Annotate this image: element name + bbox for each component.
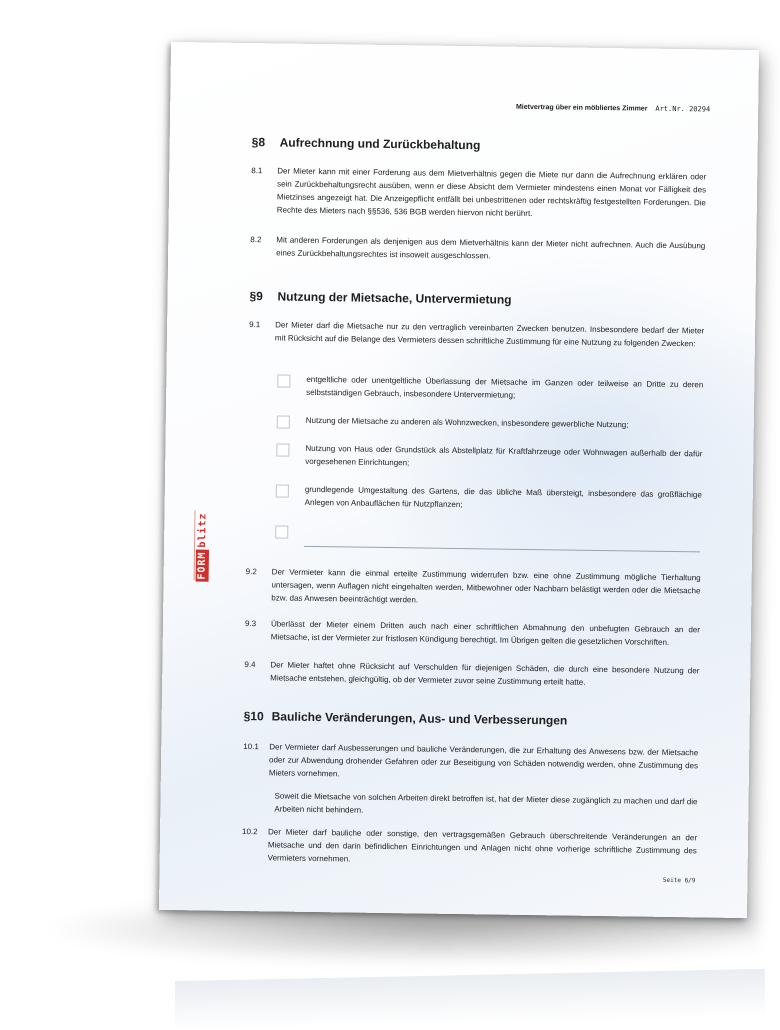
article-number: Art.Nr. 20294: [655, 104, 711, 114]
page-number: Seite 6/9: [662, 876, 696, 885]
document-page: [159, 42, 759, 918]
checkbox[interactable]: [276, 484, 289, 497]
clause-10-1: [242, 740, 698, 821]
clause-8-1: [251, 164, 707, 222]
clause-text: Der Vermieter darf Ausbesserungen und bauliche Veränderungen, die zur Erhaltung des Anwesens bzw. der Mietsache oder zur Abwendung drohender Gefahren oder zur Beseitigung von Schäden notwendig werden, ohne Zustimmung des Mieters vornehmen.: [268, 742, 699, 779]
clause-10-2: [242, 825, 698, 870]
document-title: Mietvertrag über ein möbliertes Zimmer: [515, 103, 648, 113]
clause-number: 10.2: [242, 827, 258, 837]
checklist-text: Nutzung der Mietsache zu anderen als Wohnzwecken, insbesondere gewerbliche Nutzung;: [305, 415, 629, 430]
document-header: [516, 103, 710, 114]
clause-9-4: [244, 658, 699, 690]
clause-number: 9.3: [244, 619, 257, 629]
clause-9-3: [245, 617, 700, 649]
clause-text: Der Mieter darf die Mietsache nur zu den vertraglich vereinbarten Zwecken benutzen. Insbesondere bedarf der Mieter mit Rücksicht auf die Belange des Vermieters dessen schriftliche Zustimmung für eine Nutzung zu folgenden Zwecken:: [274, 320, 705, 349]
checklist-item-5: [275, 523, 701, 529]
checklist-text: [304, 524, 701, 530]
checkbox[interactable]: [275, 525, 288, 538]
clause-text: Mit anderen Forderungen als denjenigen aus dem Mietverhältnis kann der Mieter nicht aufrechnen. Auch die Ausübung eines Zurückbehaltungsrechtes ist insoweit ausgeschlossen.: [276, 235, 706, 261]
checkbox[interactable]: [277, 374, 290, 387]
clause-8-2: [250, 233, 705, 265]
clause-text: Der Mieter haftet ohne Rücksicht auf Verschulden für diejenigen Schäden, die durch eine besondere Nutzung der Mietsache entstehen, gleichgültig, ob der Vermieter zuvor seine Zustimmung erteilt hatte.: [270, 660, 700, 687]
section-heading-8: §8 Aufrechnung und Zurückbehaltung: [251, 135, 481, 153]
clause-number: 10.1: [243, 742, 259, 752]
checkbox[interactable]: [277, 415, 290, 428]
fill-in-line[interactable]: [304, 546, 700, 553]
clause-number: 8.1: [251, 166, 263, 176]
checklist-item-1: [277, 372, 703, 404]
checklist-text: grundlegende Umgestaltung des Gartens, die das übliche Maß übersteigt, insbesondere das großflächige Anlegen von Anbauflächen für Nutzpflanzen;: [304, 484, 702, 510]
clause-text: Überlässt der Mieter einem Dritten auch nach einer schriftlichen Abmahnung den unbefugten Gebrauch an der Mietsache, ist der Vermieter zur fristlosen Kündigung berechtigt. Im Übrigen gelten die gesetzlichen Vorschriften.: [270, 619, 700, 647]
page-reflection: [175, 969, 765, 1030]
clause-9-2: [245, 565, 701, 610]
formblitz-logo: FORMblitz: [198, 510, 209, 581]
checklist-item-4: [276, 482, 702, 514]
checklist-item-2: [277, 413, 703, 432]
section-heading-10: §10 Bauliche Veränderungen, Aus- und Verbesserungen: [243, 709, 568, 728]
clause-number: 9.1: [249, 320, 261, 330]
clause-number: 8.2: [250, 235, 262, 245]
section-heading-9: §9 Nutzung der Mietsache, Untervermietung: [249, 289, 512, 307]
clause-text: Der Mieter kann mit einer Forderung aus dem Mietverhältnis gegen die Miete nur dann die Aufrechnung erklären oder sein Zurückbehaltungsrecht ausüben, wenn er diese Absicht dem Vermieter mindestens einen Monat vor Fälligkeit des Mietzinses angezeigt hat. Die Anzeigepflicht entfällt bei unbestrittenen oder rechtskräftig festgestellten Forderungen. Die Rechte des Mieters nach §§536, 536 BGB werden hiervon nicht berührt.: [276, 166, 707, 218]
checklist-text: entgeltliche oder unentgeltliche Überlassung der Mietsache im Ganzen oder teilweise an Dritte zu deren selbstständigen Gebrauch, insbesondere Untervermietung;: [306, 374, 704, 400]
checklist-item-3: [276, 441, 702, 473]
clause-number: 9.4: [244, 660, 256, 670]
checklist-text: Nutzung von Haus oder Grundstück als Abstellplatz für Kraftfahrzeuge oder Wohnwagen außerhalb der dafür vorgesehenen Einrichtungen;: [305, 443, 703, 468]
checkbox[interactable]: [276, 443, 289, 456]
clause-text: Der Mieter darf bauliche oder sonstige, den vertragsgemäßen Gebrauch überschreitende Veränderungen an der Mietsache und den darin befindlichen Einrichtungen und Anlagen nicht ohne vorherige schriftliche Zustimmung des Vermieters vornehmen.: [267, 827, 698, 864]
clause-text: Der Vermieter kann die einmal erteilte Zustimmung widerrufen bzw. eine ohne Zustimmung mögliche Tierhaltung untersagen, wenn Auflagen nicht eingehalten werden, Mitbewohner oder Nachbarn belästigt werden oder die Mietsache bzw. das Anwesen beeinträchtigt werden.: [271, 567, 701, 605]
clause-text-2: Soweit die Mietsache von solchen Arbeiten direkt betroffen ist, hat der Mieter diese zugänglich zu machen und darf die Arbeiten nicht behindern.: [274, 791, 698, 815]
clause-9-1: [249, 318, 704, 350]
clause-number: 9.2: [245, 567, 257, 577]
